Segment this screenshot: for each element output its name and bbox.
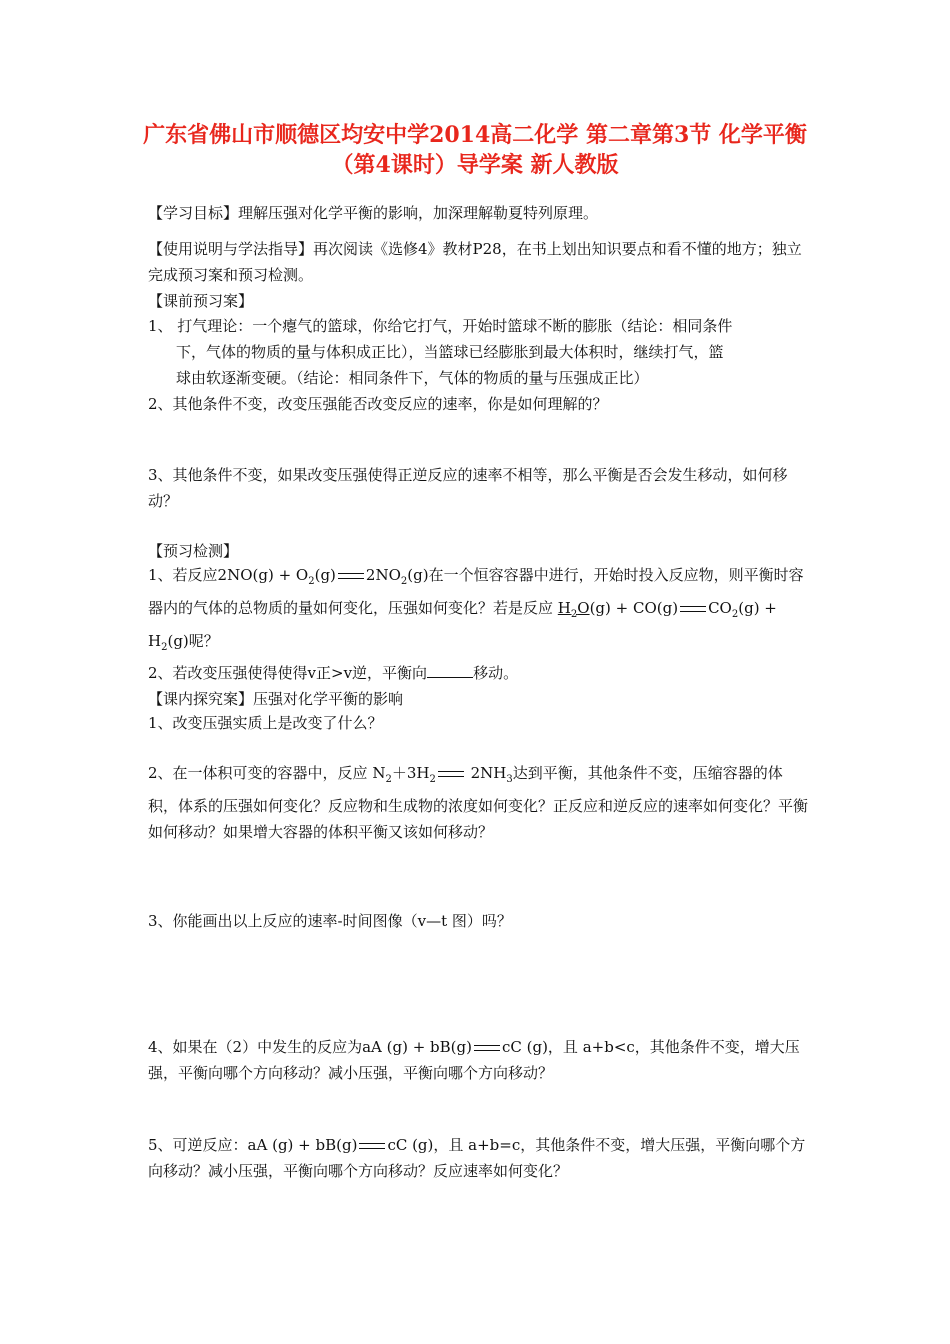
learning-goal: 【学习目标】理解压强对化学平衡的影响，加深理解勒夏特列原理。 xyxy=(148,204,599,222)
question-1: 1、改变压强实质上是改变了什么？ xyxy=(148,714,383,732)
preview-item-1-line1: 1、 打气理论：一个瘪气的篮球，你给它打气，开始时篮球不断的膨胀（结论：相同条件 xyxy=(148,317,733,335)
document-title: 广东省佛山市顺德区均安中学2014高二化学 第二章第3节 化学平衡（第4课时）导学案 新人教版 xyxy=(143,122,807,178)
equilibrium-arrow-icon xyxy=(438,769,464,779)
preview-item-1-line3: 球由软逐渐变硬。（结论：相同条件下，气体的物质的量与压强成正比） xyxy=(176,369,649,387)
question-4: 4、如果在（2）中发生的反应为aA (g) + bB(g) cC (g)，且 a+b<c，其他条件不变，增大压强，平衡向哪个方向移动？减小压强，平衡向哪个方向移动？ xyxy=(148,1038,800,1082)
question-5: 5、可逆反应：aA (g) + bB(g) cC (g)，且 a+b=c，其他条件不变，增大压强，平衡向哪个方向移动？减小压强，平衡向哪个方向移动？反应速率如何变化？ xyxy=(148,1136,806,1180)
equilibrium-arrow-icon xyxy=(680,604,706,614)
answer-blank[interactable] xyxy=(427,662,473,678)
equilibrium-arrow-icon xyxy=(474,1043,500,1053)
equilibrium-arrow-icon xyxy=(338,571,364,581)
check-heading: 【预习检测】 xyxy=(148,542,239,560)
preview-item-1-line2: 下，气体的物质的量与体积成正比），当篮球已经膨胀到最大体积时，继续打气，篮 xyxy=(176,343,724,361)
preview-item-2: 2、其他条件不变，改变压强能否改变反应的速率，你是如何理解的？ xyxy=(148,395,608,413)
question-3: 3、你能画出以上反应的速率-时间图像（v—t 图）吗？ xyxy=(148,912,512,930)
preview-heading: 【课前预习案】 xyxy=(148,292,254,310)
equilibrium-arrow-icon xyxy=(359,1141,385,1151)
usage-guide: 【使用说明与学法指导】再次阅读《选修4》教材P28，在书上划出知识要点和看不懂的地方；独立完成预习案和预习检测。 xyxy=(148,240,802,284)
question-2: 2、在一体积可变的容器中，反应 $N_2+3H_2$ $2NH_3$达到平衡，其他条件不变，压缩容器的体积，体系的压强如何变化？反应物和生成物的浓度如何变化？正反应和逆反应的速率如何变化？平衡如何移动？如果增大容器的体积平衡又该如何移动？ xyxy=(148,764,809,841)
check-item-2: 2、若改变压强使得使得v正>v逆，平衡向 移动。 xyxy=(148,664,519,682)
check-item-1: 1、若反应$2NO(g) + O_2(g)$ $2NO_2(g)$在一个恒容容器中进行，开始时投入反应物，则平衡时容器内的气体的总物质的量如何变化，压强如何变化？若是反应 $H_2O(g) + CO(g) CO_2(g) + H_2(g)$呢？ xyxy=(148,566,804,653)
preview-item-3: 3、其他条件不变，如果改变压强使得正逆反应的速率不相等，那么平衡是否会发生移动，如何移动？ xyxy=(148,466,788,510)
class-heading: 【课内探究案】压强对化学平衡的影响 xyxy=(148,690,404,708)
